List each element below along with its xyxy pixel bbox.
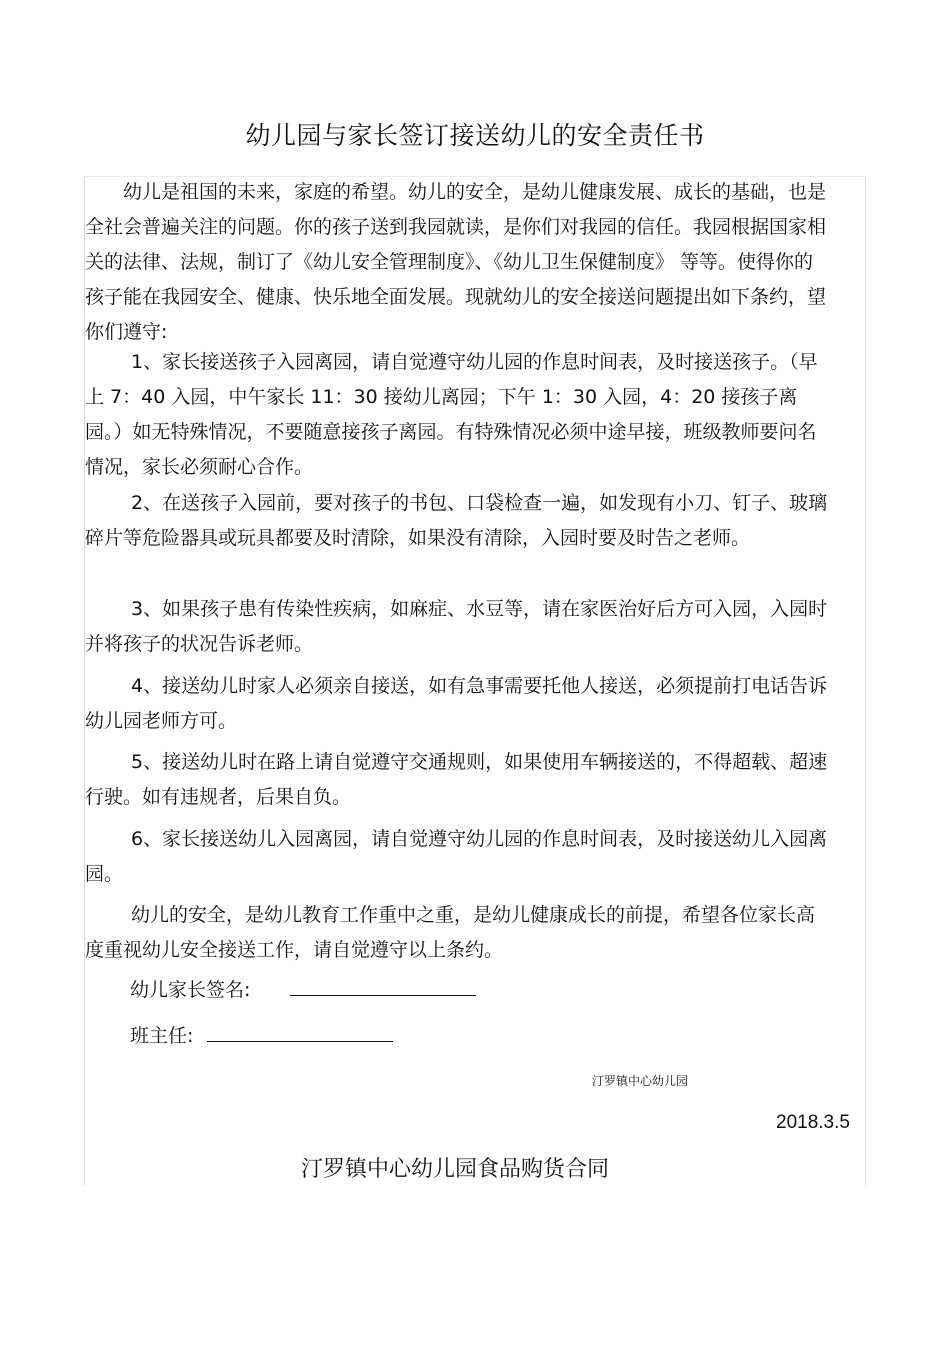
item-6: 6、家长接送幼儿入园离园，请自觉遵守幼儿园的作息时间表，及时接送幼儿入园离园。	[85, 828, 828, 885]
document-date: 2018.3.5	[776, 1112, 850, 1133]
closing-paragraph: 幼儿的安全，是幼儿教育工作重中之重，是幼儿健康成长的前提，希望各位家长高度重视幼儿安全接送工作，请自觉遵守以上条约。	[85, 904, 816, 961]
intro-paragraph: 幼儿是祖国的未来，家庭的希望。幼儿的安全，是幼儿健康发展、成长的基础，也是全社会普遍关注的问题。你的孩子送到我园就读，是你们对我园的信任。我园根据国家相关的法律、法规，制订了《幼儿安全管理制度》、《幼儿卫生保健制度》 等等。使得你的孩子能在我园安全、健康、快乐地全面发展。现就幼儿的安全接送问题提出如下条约，望你们遵守:	[85, 181, 827, 343]
item-4: 4、接送幼儿时家人必须亲自接送，如有急事需要托他人接送，必须提前打电话告诉幼儿园老师方可。	[85, 675, 828, 732]
next-document-title: 汀罗镇中心幼儿园食品购货合同	[300, 1157, 609, 1182]
parent-signature-row	[130, 975, 476, 1005]
item-3: 3、如果孩子患有传染性疾病，如麻症、水豆等，请在家医治好后方可入园，入园时并将孩子的状况告诉老师。	[85, 598, 828, 655]
item-1: 1、家长接送孩子入园离园，请自觉遵守幼儿园的作息时间表，及时接送孩子。（早上 7：40 入园，中午家长 11：30 接幼儿离园；下午 1：30 入园，4：20 接孩子离园。）如无特殊情况，不要随意接孩子离园。有特殊情况必须中途早接，班级教师要问名情况，家长必须耐心合作。	[85, 351, 818, 478]
document-title: 幼儿园与家长签订接送幼儿的安全责任书	[245, 121, 705, 150]
item-2: 2、在送孩子入园前，要对孩子的书包、口袋检查一遍，如发现有小刀、钉子、玻璃碎片等危险器具或玩具都要及时清除，如果没有清除，入园时要及时告之老师。	[85, 492, 828, 549]
teacher-signature-line[interactable]	[207, 1021, 393, 1042]
parent-signature-line[interactable]	[290, 975, 476, 996]
teacher-signature-row	[130, 1021, 393, 1051]
item-5: 5、接送幼儿时在路上请自觉遵守交通规则，如果使用车辆接送的，不得超载、超速行驶。如有违规者，后果自负。	[85, 751, 828, 808]
parent-signature-label: 幼儿家长签名:	[130, 979, 251, 1001]
issuer-name: 汀罗镇中心幼儿园	[592, 1074, 689, 1088]
teacher-signature-label: 班主任:	[130, 1025, 194, 1047]
